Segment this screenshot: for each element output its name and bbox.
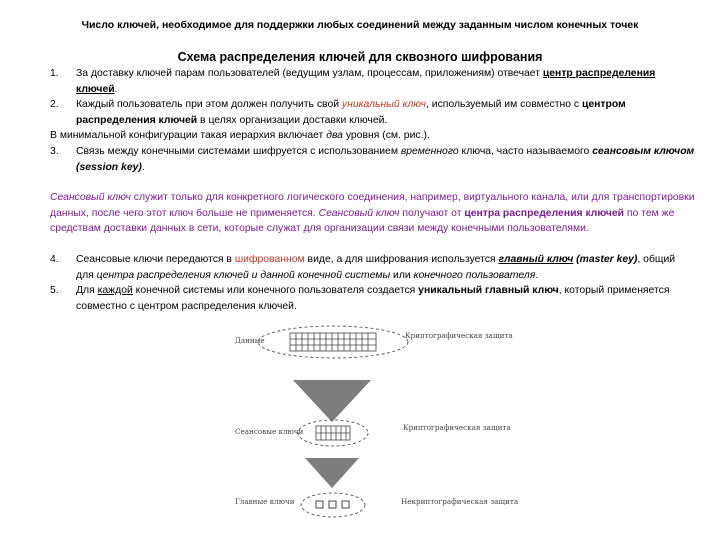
figure-label-crypto-3: Некриптографическая защита bbox=[401, 497, 519, 506]
text-run: Каждый пользователь при этом должен получить свой bbox=[76, 99, 342, 111]
unique-key-term: уникальный ключ bbox=[341, 99, 427, 111]
master-key-term: главный ключ bbox=[498, 253, 574, 265]
key-center-term: центр распределения ключей bbox=[76, 68, 656, 95]
text-run: уровня (см. рис.). bbox=[342, 130, 430, 142]
text-run: ключа, часто называемого bbox=[458, 145, 593, 157]
text-run: . bbox=[141, 161, 145, 173]
text-run: получают от bbox=[399, 207, 465, 219]
end-user-term: конечного пользователя bbox=[413, 269, 536, 281]
body-text bbox=[50, 66, 695, 314]
list-item-1 bbox=[50, 66, 695, 97]
master-key-english: (master key) bbox=[573, 253, 638, 265]
text-run: конечной системы или конечного пользователя создается bbox=[132, 285, 419, 297]
text-run: . bbox=[535, 269, 539, 281]
spacer bbox=[50, 175, 695, 190]
text-run: , который применяется совместно с центром распределения ключей. bbox=[76, 285, 670, 312]
figure-label-master-keys: Главные ключи bbox=[235, 497, 295, 506]
figure-label-data: Данные bbox=[235, 336, 265, 345]
session-key-term: Сеансовый ключ bbox=[50, 192, 131, 204]
text-run: в целях организации доставки ключей. bbox=[197, 114, 388, 126]
paragraph-session-key bbox=[50, 190, 695, 237]
each-term: каждой bbox=[97, 285, 133, 297]
key-center-term: центром распределения ключей bbox=[76, 99, 626, 126]
figure-label-session-keys: Сеансовые ключи bbox=[235, 427, 304, 436]
list-number: 1. bbox=[50, 68, 59, 79]
text-run: Связь между конечными системами шифруется с использованием bbox=[76, 145, 401, 157]
session-key-term: сеансовым ключом (session key) bbox=[76, 145, 695, 173]
arrow-down-2 bbox=[305, 458, 359, 488]
list-number: 4. bbox=[50, 253, 59, 265]
text-run: За доставку ключей парам пользователей (ведущим узлам, процессам, приложениям) отвечает bbox=[76, 68, 543, 79]
shared-term: центра распределения ключей и данной конечной системы bbox=[96, 269, 391, 281]
paragraph-min-config bbox=[50, 128, 695, 144]
text-run: или bbox=[390, 269, 414, 281]
temporary-term: временного bbox=[400, 145, 459, 157]
figure-label-crypto-2: Криптографическая защита bbox=[403, 423, 511, 432]
text-run: , общий для bbox=[76, 253, 676, 281]
list-number: 2. bbox=[50, 99, 59, 111]
list-item-4 bbox=[50, 252, 695, 283]
key-hierarchy-diagram bbox=[205, 318, 540, 540]
document-title: Число ключей, необходимое для поддержки любых соединений между заданным числом конечных точек bbox=[81, 19, 639, 31]
session-key-term: Сеансовый ключ bbox=[318, 207, 400, 219]
scheme-subtitle: Схема распределения ключей для сквозного шифрования bbox=[177, 50, 543, 64]
data-blocks-icon bbox=[290, 333, 376, 351]
data-ellipse bbox=[258, 326, 408, 358]
session-keys-icon bbox=[316, 426, 350, 440]
master-key-ellipse bbox=[301, 493, 365, 517]
text-run: В минимальной конфигурации такая иерархия включает bbox=[50, 130, 327, 142]
key-center-term: центра распределения ключей bbox=[464, 207, 625, 219]
list-item-2 bbox=[50, 97, 695, 128]
list-item-5 bbox=[50, 283, 695, 314]
text-run: , используемый им совместно с bbox=[426, 99, 582, 111]
arrow-down-1 bbox=[293, 380, 371, 422]
key-hierarchy-figure bbox=[205, 318, 540, 540]
text-run: Для bbox=[76, 285, 98, 297]
master-keys-icon bbox=[316, 501, 349, 508]
list-number: 5. bbox=[50, 285, 59, 297]
list-item-3 bbox=[50, 144, 695, 175]
spacer bbox=[50, 237, 695, 252]
unique-master-key-term: уникальный главный ключ bbox=[418, 285, 559, 297]
text-run: по тем же средствам доставки данных в сети, которые служат для организации связи между конечными пользователями. bbox=[50, 207, 675, 235]
text-run: виде, а для шифрования используется bbox=[304, 253, 499, 265]
text-run: . bbox=[114, 83, 118, 95]
text-run: Сеансовые ключи передаются в bbox=[76, 253, 235, 265]
emphasis-two: два bbox=[326, 130, 343, 142]
text-run: служит только для конкретного логического соединения, например, виртуального канала, или для транспортировки данных, после чего этот ключ больше не применяется. bbox=[50, 192, 695, 219]
list-number: 3. bbox=[50, 145, 59, 157]
encrypted-term: шифрованном bbox=[234, 253, 305, 265]
figure-label-crypto-1: Криптографическая защита bbox=[405, 331, 513, 340]
